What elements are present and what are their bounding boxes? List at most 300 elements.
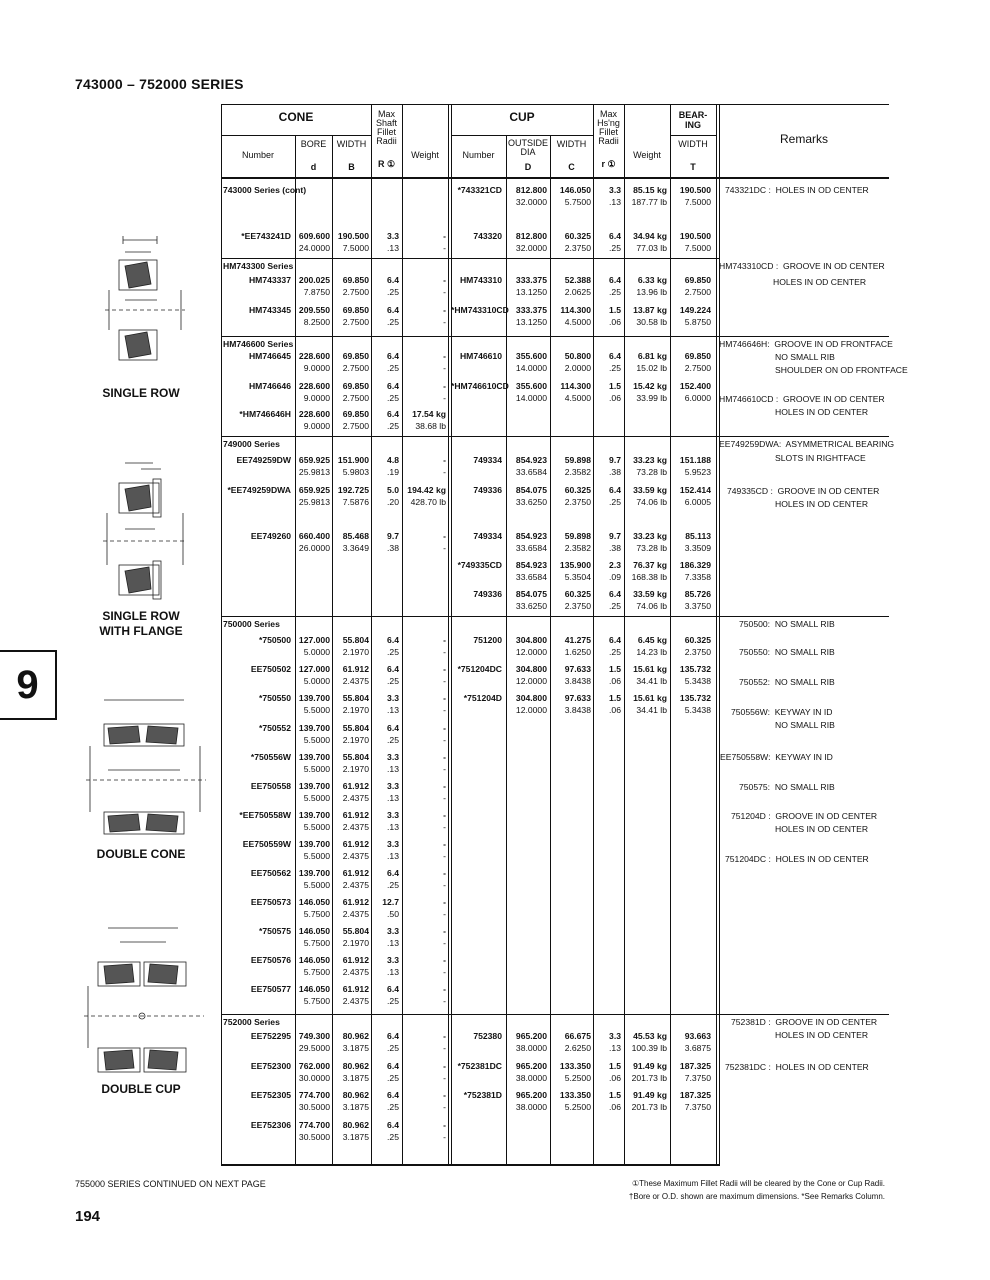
value-primary: - (443, 1031, 446, 1041)
bearing-width-cell (671, 454, 711, 478)
value-primary: 228.600 (298, 381, 330, 391)
value-secondary: - (443, 317, 446, 327)
cone-bore-cell (297, 692, 330, 716)
remark-line: HOLES IN OD CENTER (775, 824, 869, 834)
sym-T: T (690, 162, 696, 172)
double-cone-diagram (82, 694, 212, 844)
cone-width-cell (334, 380, 369, 404)
value-secondary: 2.7500 (342, 421, 369, 431)
value-primary: 69.850 (342, 275, 369, 285)
cone-weight-cell (403, 692, 446, 716)
value-secondary: .06 (609, 1102, 621, 1112)
value-primary: 139.700 (298, 723, 330, 733)
value-primary: 6.4 (387, 723, 399, 733)
cone-number: *750500 (258, 635, 291, 645)
cup-weight-cell (625, 350, 667, 374)
value-secondary: 33.6584 (515, 572, 547, 582)
value-primary: 854.923 (515, 455, 547, 465)
value-secondary: .13 (609, 1043, 621, 1053)
cup-width-cell (551, 380, 591, 404)
value-primary: 146.050 (298, 984, 330, 994)
value-secondary: 2.3750 (564, 601, 591, 611)
cone-width-cell (334, 230, 369, 254)
cup-width-cell (551, 230, 591, 254)
value-secondary: 33.99 lb (636, 393, 667, 403)
remark-line: HOLES IN OD CENTER (775, 499, 869, 509)
cup-number: *HM743310CD (451, 305, 509, 315)
cup-fillet-cell (594, 274, 621, 298)
value-secondary: 2.4375 (342, 676, 369, 686)
value-secondary: 7.8750 (303, 287, 330, 297)
value-secondary: 2.3750 (564, 243, 591, 253)
value-primary: 61.912 (342, 955, 369, 965)
value-secondary: .25 (387, 363, 399, 373)
value-secondary: 8.2500 (303, 317, 330, 327)
cone-weight-header: Weight (411, 150, 439, 160)
value-secondary: 428.70 lb (410, 497, 446, 507)
value-secondary: 2.7500 (342, 317, 369, 327)
cone-number-cell (221, 454, 291, 466)
double-cup-diagram (80, 922, 210, 1082)
cone-fillet-cell (373, 484, 399, 508)
value-primary: 15.61 kg (633, 693, 667, 703)
value-primary: 186.329 (679, 560, 711, 570)
cup-od-cell (507, 484, 547, 508)
value-primary: 6.33 kg (637, 275, 667, 285)
cup-number-cell (451, 1030, 502, 1042)
cup-fillet-cell (594, 530, 621, 554)
cone-fillet-cell (373, 1119, 399, 1143)
cone-number: *750556W (250, 752, 291, 762)
value-primary: 1.5 (609, 1061, 621, 1071)
value-primary: 6.4 (387, 351, 399, 361)
value-primary: 15.42 kg (633, 381, 667, 391)
cup-width-cell (551, 350, 591, 374)
cone-weight-cell (403, 380, 446, 404)
cone-number-cell (221, 954, 291, 966)
value-secondary: - (443, 909, 446, 919)
value-primary: - (443, 810, 446, 820)
cup-number: *751204DC (457, 664, 502, 674)
col-rule (371, 104, 372, 1166)
value-primary: - (443, 455, 446, 465)
max-shaft-header: Max Shaft Fillet Radii (375, 109, 397, 146)
value-secondary: .25 (387, 1132, 399, 1142)
value-primary: 50.800 (564, 351, 591, 361)
cup-number: HM743310 (459, 275, 502, 285)
cup-number-cell (451, 484, 502, 496)
value-secondary: 2.0000 (564, 363, 591, 373)
value-primary: 80.962 (342, 1031, 369, 1041)
value-secondary: - (443, 764, 446, 774)
cup-od-cell (507, 530, 547, 554)
cone-width-cell (334, 350, 369, 374)
value-primary: - (443, 723, 446, 733)
value-primary: 133.350 (559, 1090, 591, 1100)
value-primary: - (443, 984, 446, 994)
section-label: HM746600 Series (223, 339, 294, 349)
value-primary: 304.800 (515, 693, 547, 703)
cone-fillet-cell (373, 380, 399, 404)
value-primary: 127.000 (298, 664, 330, 674)
value-primary: 659.925 (298, 455, 330, 465)
value-primary: 61.912 (342, 839, 369, 849)
bearing-width-cell (671, 274, 711, 298)
cup-number: *752381D (463, 1090, 502, 1100)
value-secondary: - (443, 543, 446, 553)
cup-od-cell (507, 304, 547, 328)
cup-width-cell (551, 1089, 591, 1113)
cone-number: HM743337 (248, 275, 291, 285)
value-secondary: .25 (387, 421, 399, 431)
value-primary: 55.804 (342, 635, 369, 645)
value-secondary: .13 (609, 197, 621, 207)
value-secondary: 3.3750 (684, 601, 711, 611)
cone-bore-cell (297, 530, 330, 554)
cup-number: 749336 (473, 485, 502, 495)
cup-od-cell (507, 184, 547, 208)
page-title: 743000 – 752000 SERIES (75, 76, 244, 92)
value-secondary: 33.6584 (515, 543, 547, 553)
section-label: 752000 Series (223, 1017, 280, 1027)
remark-line: 749335CD : GROOVE IN OD CENTER (727, 486, 880, 496)
cup-width-cell (551, 1030, 591, 1054)
value-primary: 139.700 (298, 868, 330, 878)
value-primary: 151.900 (337, 455, 369, 465)
cone-number: EE750502 (250, 664, 291, 674)
cup-od-cell (507, 559, 547, 583)
value-secondary: .25 (387, 393, 399, 403)
cup-weight-cell (625, 1060, 667, 1084)
value-primary: 91.49 kg (633, 1090, 667, 1100)
bearing-width-header: WIDTH (678, 139, 708, 149)
col-rule (295, 135, 296, 1166)
value-secondary: .06 (609, 676, 621, 686)
value-secondary: 6.0000 (684, 393, 711, 403)
value-secondary: 15.02 lb (636, 363, 667, 373)
cup-od-cell (507, 588, 547, 612)
cone-bore-cell (297, 954, 330, 978)
cup-number: 752380 (473, 1031, 502, 1041)
cone-weight-cell (403, 838, 446, 862)
value-primary: 41.275 (564, 635, 591, 645)
cone-width-cell (334, 896, 369, 920)
value-secondary: .13 (387, 822, 399, 832)
value-primary: 91.49 kg (633, 1061, 667, 1071)
cone-number: HM746646 (248, 381, 291, 391)
cup-fillet-cell (594, 1060, 621, 1084)
value-primary: 6.4 (387, 381, 399, 391)
value-secondary: 5.5000 (303, 880, 330, 890)
cup-fillet-cell (594, 692, 621, 716)
cone-width-cell (334, 304, 369, 328)
cone-weight-cell (403, 925, 446, 949)
value-primary: 61.912 (342, 984, 369, 994)
cup-width-header: WIDTH (556, 139, 587, 149)
value-primary: 85.113 (685, 531, 711, 541)
table-bottom-rule (221, 1164, 719, 1166)
cup-number: *HM746610CD (451, 381, 509, 391)
cone-header-rule (221, 135, 371, 136)
value-secondary: .19 (387, 467, 399, 477)
value-secondary: 13.1250 (515, 287, 547, 297)
value-secondary: .50 (387, 909, 399, 919)
cone-fillet-cell (373, 838, 399, 862)
cup-number: 749334 (473, 455, 502, 465)
cone-number: EE752300 (250, 1061, 291, 1071)
value-secondary: 2.4375 (342, 967, 369, 977)
col-rule (332, 135, 333, 1166)
value-secondary: 2.7500 (684, 287, 711, 297)
cup-number: 743320 (473, 231, 502, 241)
cup-weight-cell (625, 663, 667, 687)
cone-weight-cell (403, 350, 446, 374)
cup-number: HM746610 (459, 351, 502, 361)
value-secondary: 5.2500 (564, 1073, 591, 1083)
section-label: 743000 Series (cont) (223, 185, 307, 195)
cup-od-cell (507, 380, 547, 404)
bearing-width-cell (671, 304, 711, 328)
cone-bore-cell (297, 634, 330, 658)
cup-weight-cell (625, 484, 667, 508)
col-rule (448, 104, 449, 1166)
value-secondary: 74.06 lb (636, 497, 667, 507)
value-secondary: - (443, 1132, 446, 1142)
value-primary: 80.962 (342, 1061, 369, 1071)
remark-line: HM746610CD : GROOVE IN OD CENTER (719, 394, 885, 404)
cone-bore-cell (297, 1089, 330, 1113)
remark-line: 751204DC : HOLES IN OD CENTER (725, 854, 869, 864)
cone-weight-cell (403, 1030, 446, 1054)
value-primary: 304.800 (515, 635, 547, 645)
cone-fillet-cell (373, 454, 399, 478)
value-secondary: 7.5000 (342, 243, 369, 253)
cup-number: *743321CD (457, 185, 502, 195)
value-secondary: 3.1875 (342, 1132, 369, 1142)
bearing-width-cell (671, 530, 711, 554)
bearing-header: BEAR- ING (678, 110, 708, 130)
footnote-bore: †Bore or O.D. shown are maximum dimensions. *See Remarks Column. (628, 1192, 885, 1201)
value-secondary: 5.3438 (684, 705, 711, 715)
value-primary: 200.025 (298, 275, 330, 285)
value-secondary: 187.77 lb (631, 197, 667, 207)
cone-number-header: Number (241, 150, 274, 160)
value-secondary: 38.0000 (515, 1043, 547, 1053)
cone-number-cell (221, 380, 291, 392)
value-primary: 146.050 (298, 955, 330, 965)
value-primary: 187.325 (679, 1090, 711, 1100)
value-primary: 749.300 (298, 1031, 330, 1041)
cone-number: *750550 (258, 693, 291, 703)
value-secondary: 34.41 lb (636, 705, 667, 715)
cone-number: EE750559W (242, 839, 291, 849)
remark-line: SHOULDER ON OD FRONTFACE (775, 365, 908, 375)
remark-line: 743321DC : HOLES IN OD CENTER (725, 185, 869, 195)
value-secondary: 7.3750 (684, 1073, 711, 1083)
value-primary: - (443, 351, 446, 361)
value-primary: 60.325 (564, 485, 591, 495)
single-row-flange-diagram (95, 455, 195, 600)
value-secondary: .06 (609, 317, 621, 327)
cone-number-cell (221, 896, 291, 908)
cone-number-cell (221, 1119, 291, 1131)
value-primary: 146.050 (559, 185, 591, 195)
value-primary: 61.912 (342, 868, 369, 878)
cone-width-cell (334, 983, 369, 1007)
value-primary: 6.4 (387, 664, 399, 674)
value-primary: - (443, 275, 446, 285)
value-primary: 139.700 (298, 752, 330, 762)
cone-fillet-cell (373, 1030, 399, 1054)
cone-fillet-cell (373, 304, 399, 328)
bearing-width-cell (671, 184, 711, 208)
cup-width-cell (551, 184, 591, 208)
value-primary: 6.4 (387, 305, 399, 315)
value-primary: 93.663 (684, 1031, 711, 1041)
remark-line: 750575: NO SMALL RIB (739, 782, 835, 792)
value-primary: 3.3 (387, 810, 399, 820)
value-secondary: 34.41 lb (636, 676, 667, 686)
cup-width-cell (551, 559, 591, 583)
cup-fillet-cell (594, 304, 621, 328)
value-secondary: 2.1970 (342, 938, 369, 948)
single-row-diagram (95, 232, 195, 372)
value-secondary: 12.0000 (515, 647, 547, 657)
value-primary: 6.45 kg (637, 635, 667, 645)
cone-fillet-cell (373, 663, 399, 687)
value-secondary: 33.6584 (515, 467, 547, 477)
value-secondary: 32.0000 (515, 197, 547, 207)
value-secondary: .25 (387, 1102, 399, 1112)
value-primary: 69.850 (342, 409, 369, 419)
value-primary: 76.37 kg (633, 560, 667, 570)
cone-width-cell (334, 809, 369, 833)
value-primary: 135.732 (679, 664, 711, 674)
sym-D: D (524, 162, 532, 172)
cup-weight-cell (625, 380, 667, 404)
cone-width-cell (334, 867, 369, 891)
value-secondary: 5.9523 (684, 467, 711, 477)
cone-bore-cell (297, 809, 330, 833)
cone-weight-cell (403, 304, 446, 328)
section-tab: 9 (0, 650, 57, 720)
value-primary: 9.7 (609, 455, 621, 465)
value-secondary: 30.5000 (298, 1132, 330, 1142)
value-secondary: 2.7500 (342, 363, 369, 373)
cone-fillet-cell (373, 780, 399, 804)
cup-number-cell (451, 634, 502, 646)
cup-number-cell (451, 559, 502, 571)
value-primary: 3.3 (387, 693, 399, 703)
cone-bore-cell (297, 230, 330, 254)
cone-width-cell (334, 1119, 369, 1143)
value-secondary: 2.7500 (684, 363, 711, 373)
value-secondary: 33.6250 (515, 497, 547, 507)
value-secondary: .38 (609, 467, 621, 477)
value-secondary: 5.3504 (564, 572, 591, 582)
value-secondary: 12.0000 (515, 676, 547, 686)
value-primary: 33.23 kg (633, 531, 667, 541)
cup-weight-cell (625, 530, 667, 554)
value-secondary: - (443, 647, 446, 657)
bearing-width-cell (671, 663, 711, 687)
remark-line: HOLES IN OD CENTER (773, 277, 867, 287)
cone-width-cell (334, 484, 369, 508)
value-secondary: 3.8438 (564, 705, 591, 715)
cup-header: CUP (509, 110, 535, 124)
col-rule (716, 104, 717, 1166)
cone-fillet-cell (373, 274, 399, 298)
cone-weight-cell (403, 1089, 446, 1113)
value-secondary: - (443, 363, 446, 373)
value-secondary: .25 (387, 1043, 399, 1053)
section-label: HM743300 Series (223, 261, 294, 271)
cone-bore-cell (297, 454, 330, 478)
value-secondary: 2.1970 (342, 735, 369, 745)
cup-weight-cell (625, 588, 667, 612)
value-secondary: - (443, 938, 446, 948)
value-primary: - (443, 381, 446, 391)
value-primary: 6.4 (387, 635, 399, 645)
cup-width-cell (551, 663, 591, 687)
value-secondary: .25 (609, 287, 621, 297)
value-primary: 52.388 (564, 275, 591, 285)
value-secondary: .25 (387, 317, 399, 327)
footnote-fillet: ①These Maximum Fillet Radii will be cleared by the Cone or Cup Radii. (631, 1179, 885, 1188)
cone-number: EE752305 (250, 1090, 291, 1100)
footer-continued-note: 755000 SERIES CONTINUED ON NEXT PAGE (75, 1179, 266, 1189)
cup-od-cell (507, 1089, 547, 1113)
value-primary: 190.500 (337, 231, 369, 241)
value-secondary: 5.0000 (303, 647, 330, 657)
cone-fillet-cell (373, 867, 399, 891)
value-secondary: 2.4375 (342, 909, 369, 919)
value-primary: 4.8 (387, 455, 399, 465)
value-secondary: .20 (387, 497, 399, 507)
remark-line: EE749259DWA: ASYMMETRICAL BEARING (719, 439, 895, 449)
value-secondary: 12.0000 (515, 705, 547, 715)
value-secondary: .25 (387, 996, 399, 1006)
cone-number-cell (221, 230, 291, 242)
bearing-header-rule (670, 135, 716, 136)
value-primary: 965.200 (515, 1031, 547, 1041)
value-primary: 3.3 (609, 1031, 621, 1041)
value-secondary: 2.3582 (564, 543, 591, 553)
value-primary: 1.5 (609, 693, 621, 703)
cup-od-cell (507, 1060, 547, 1084)
cup-number: *751204D (463, 693, 502, 703)
cone-width-cell (334, 1060, 369, 1084)
value-primary: 59.898 (564, 455, 591, 465)
remark-line: EE750558W: KEYWAY IN ID (720, 752, 833, 762)
cup-number-cell (451, 230, 502, 242)
cup-width-cell (551, 484, 591, 508)
sym-r: r ① (601, 159, 616, 169)
cup-number: 751200 (473, 635, 502, 645)
value-primary: 194.42 kg (407, 485, 446, 495)
value-primary: 15.61 kg (633, 664, 667, 674)
cone-width-cell (334, 925, 369, 949)
value-secondary: 26.0000 (298, 543, 330, 553)
value-primary: 66.675 (564, 1031, 591, 1041)
value-secondary: 5.7500 (303, 967, 330, 977)
value-secondary: - (443, 822, 446, 832)
cup-od-cell (507, 350, 547, 374)
cup-number-cell (451, 663, 502, 675)
value-secondary: .25 (609, 243, 621, 253)
value-secondary: 3.1875 (342, 1043, 369, 1053)
cone-bore-cell (297, 1030, 330, 1054)
